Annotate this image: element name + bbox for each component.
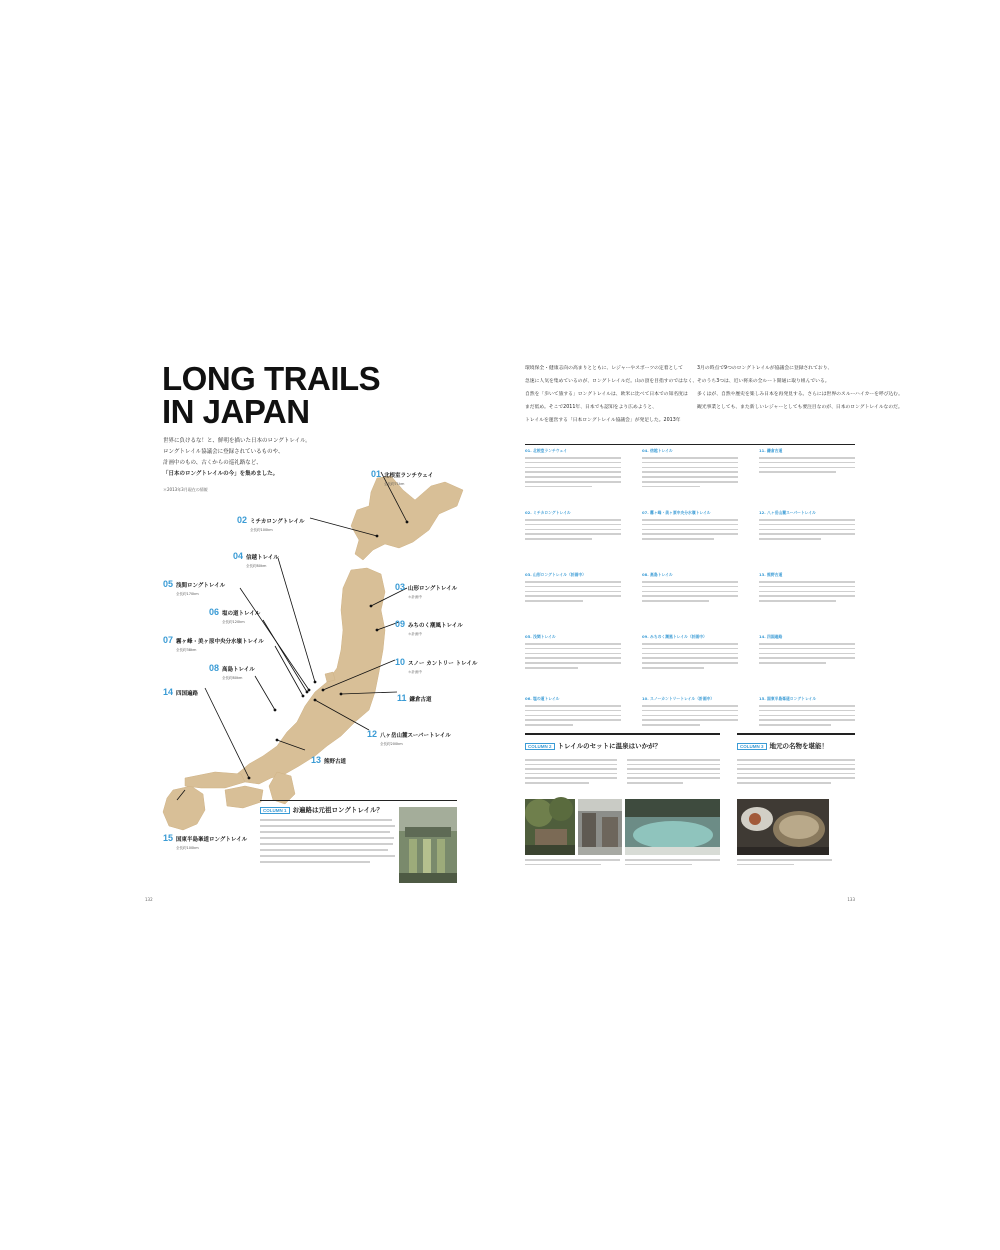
trail-label-07 [163,628,264,653]
trail-length: 全長約71km [384,482,405,486]
trail-name: ミチカロングトレイル [250,519,305,525]
detail-title: 10. スノーカントリートレイル（計画中） [642,696,715,701]
trail-number: 04 [233,551,244,561]
onsen-photo-3 [625,799,720,855]
title-line-2: IN JAPAN [162,393,310,430]
trail-detail-11 [759,448,855,506]
trail-name: 塩の道トレイル [222,611,261,617]
trail-name: 霧ヶ峰・美ヶ原中央分水嶺トレイル [176,639,264,645]
trail-detail-12 [759,510,855,568]
trail-detail-01 [525,448,621,506]
column-1-photo [399,807,457,883]
detail-title: 13. 熊野古道 [759,572,783,577]
left-page [145,360,478,905]
trail-number: 15 [163,833,174,843]
trail-length: 全長約120km [222,620,245,624]
trail-detail-03 [525,572,621,630]
magazine-spread [145,360,903,905]
lead-line: ロングトレイル協議会に登録されているものや、 [163,449,284,455]
trail-name: みちのく潮風トレイル [408,623,463,629]
trail-name: 山形ロングトレイル [408,586,458,592]
trail-label-12 [367,722,451,747]
intro-text: まだ低め。そこで2011年、日本でも認知をより広めようと、 [525,405,657,410]
trail-length: 全長約100km [176,846,199,850]
column-title: 地元の名物を堪能！ [769,742,828,750]
trail-number: 11 [397,693,407,703]
column-1-body [260,819,395,881]
trail-length: ＊計画中 [408,632,422,636]
intro-text: トレイルを運営する「日本ロングトレイル協議会」が発足した。2013年 [525,418,681,423]
column-2-body-b [627,759,720,787]
trail-label-14 [163,680,198,699]
trail-name: 八ヶ岳山麓スーパートレイル [380,733,451,739]
trail-length: 全長約80km [222,676,243,680]
title-line-1: LONG TRAILS [162,360,381,397]
trail-detail-04 [642,448,738,506]
intro-text: そのうち3つは、近い将来の全ルート開通に取り組んでいる。 [697,379,830,384]
trail-number: 07 [163,635,174,645]
intro-column-1 [525,362,698,434]
trail-label-05 [163,572,225,597]
trail-length: 全長約38km [176,648,197,652]
japan-trail-map [145,460,478,850]
lead-line: 計画中のもの、古くからの巡礼路など、 [163,460,262,466]
trail-length: 全長約170km [176,592,199,596]
detail-title: 12. 八ヶ岳山麓スーパートレイル [759,510,816,515]
page-number-right: 133 [847,897,855,902]
column-3-heading [737,741,828,750]
column-1 [260,800,457,886]
trail-detail-09 [642,634,738,692]
column-1-heading [260,805,383,814]
onsen-photo-1 [525,799,575,855]
trail-label-09 [395,612,463,637]
trail-number: 09 [395,619,406,629]
intro-text: 自然を「歩いて旅する」ロングトレイルは、欧米に比べて日本での知名度は [525,392,688,397]
trail-label-08 [209,656,255,681]
trail-length: ＊計画中 [408,670,422,674]
right-page [525,360,903,905]
trail-length: 全長約100km [250,528,273,532]
intro-text: 急速に人気を集めているのが、ロングトレイルだ。山の頂を目指すのではなく、 [525,379,698,384]
trail-detail-13 [759,572,855,630]
trail-number: 14 [163,687,174,697]
detail-title: 14. 四国遍路 [759,634,783,639]
trail-number: 08 [209,663,220,673]
column-tag: COLUMN 1 [260,807,290,814]
column-title: トレイルのセットに温泉はいかが？ [557,742,662,750]
intro-column-2 [697,362,903,434]
onsen-photo-2 [578,799,622,855]
trail-detail-08 [642,572,738,630]
trail-detail-07 [642,510,738,568]
detail-title: 15. 国東半島峯道ロングトレイル [759,696,817,701]
trail-name: 浅間ロングトレイル [176,583,226,589]
detail-title: 02. ミチカロングトレイル [525,510,571,515]
trail-name: 四国遍路 [176,691,199,697]
detail-title: 05. 浅間トレイル [525,634,556,639]
trail-length: 全長約200km [380,742,403,746]
trail-name: 熊野古道 [324,759,347,765]
photo-caption [525,859,620,873]
detail-title: 06. 塩の道トレイル [525,696,560,701]
trail-detail-14 [759,634,855,692]
date-note: ＊2013年3月現在の情報 [163,487,208,492]
intro-text: 観光事業としても、また新しいレジャーとしても要注目なのが、日本のロングトレイルなのだ。 [697,405,903,410]
detail-title: 08. 高島トレイル [642,572,673,577]
trail-label-11 [397,686,432,705]
trail-number: 13 [311,755,322,765]
column-tag: COLUMN 3 [737,743,767,750]
trail-number: 10 [395,657,406,667]
trail-name: スノー カントリー トレイル [408,661,478,667]
detail-title: 03. 山形ロングトレイル（計画中） [525,572,586,577]
trail-number: 06 [209,607,220,617]
detail-title: 11. 鎌倉古道 [759,448,783,453]
page-number-left: 132 [145,897,153,902]
trail-length: ＊計画中 [408,595,422,599]
column-3-body [737,759,855,787]
detail-title: 04. 信越トレイル [642,448,673,453]
trail-name: 信越トレイル [246,555,279,561]
trail-length: 全長約80km [246,564,267,568]
trail-label-02 [237,508,305,533]
trail-name: 高島トレイル [222,667,255,673]
trail-detail-02 [525,510,621,568]
trail-label-01 [371,462,433,487]
trail-label-10 [395,650,477,675]
trail-name: 国東半島峯道ロングトレイル [176,837,248,843]
photo-caption [625,859,720,873]
trail-label-03 [395,575,457,600]
detail-title: 01. 北根室ランチウェイ [525,448,568,453]
trail-number: 01 [371,469,382,479]
lead-line: 世界に負けるな！と、鮮明を描いた日本のロングトレイル。 [163,438,311,444]
trail-detail-05 [525,634,621,692]
trail-number: 02 [237,515,248,525]
trail-label-15 [163,826,253,851]
local-food-photo [737,799,829,855]
trail-label-13 [311,748,346,767]
page-title [162,362,380,428]
intro-text: 3月の時点で9つのロングトレイルが協議会に登録されており、 [697,366,833,371]
trail-name: 鎌倉古道 [409,697,432,703]
column-2-body-a [525,759,617,787]
intro-text: 環境保全・健康志向の高まりとともに、レジャーやスポーツの定着として [525,366,683,371]
trail-number: 03 [395,582,406,592]
trail-label-06 [209,600,260,625]
trail-number: 12 [367,729,378,739]
trail-label-04 [233,544,279,569]
column-title: お遍路は元祖ロングトレイル？ [292,806,384,814]
photo-caption [737,859,832,873]
intro-text: 多くはが、自然や歴史を楽しみ日本を再発見する。さらには世界のスルーハイカーを呼び込む。 [697,392,903,397]
lead-line: 「日本のロングトレイルの今」を集めました。 [163,471,279,477]
detail-title: 07. 霧ヶ峰・美ヶ原中央分水嶺トレイル [642,510,711,515]
detail-title: 09. みちのく潮風トレイル（計画中） [642,634,707,639]
trail-number: 05 [163,579,174,589]
column-tag: COLUMN 2 [525,743,555,750]
trail-name: 北根室ランチウェイ [384,473,434,479]
column-2-heading [525,741,661,750]
